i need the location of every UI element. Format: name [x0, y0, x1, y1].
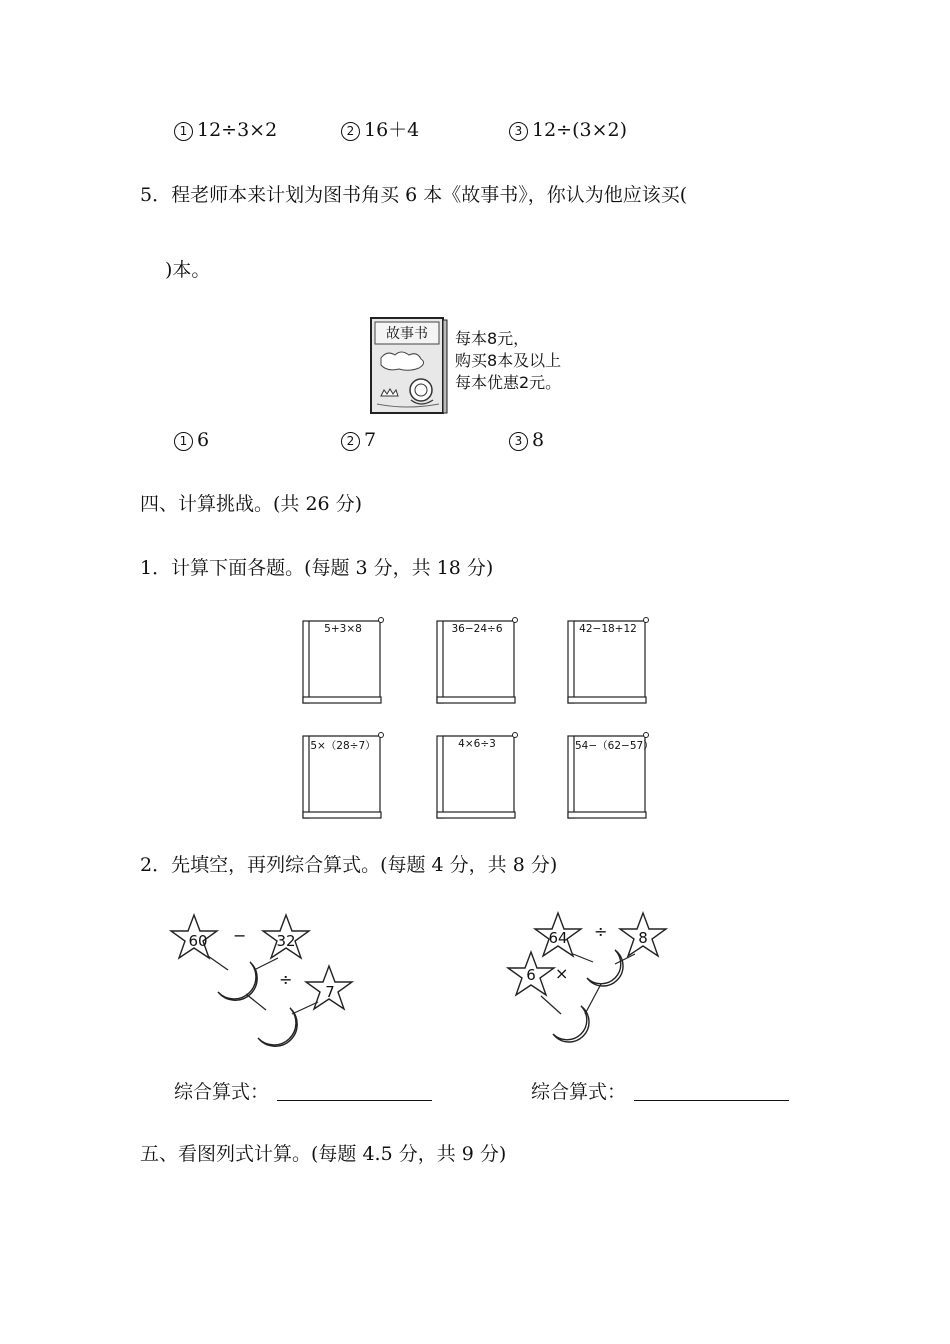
q5-question-line1: 5．程老师本来计划为图书角买 6 本《故事书》，你认为他应该买(: [140, 184, 688, 206]
q4-option-1: [174, 118, 277, 142]
operator-sign: ÷: [594, 922, 608, 941]
option-number: 1: [174, 432, 193, 451]
star-number: 32: [276, 932, 296, 950]
calc-board-3: [567, 617, 645, 703]
moon-icon: [587, 950, 623, 986]
option-number: 3: [509, 122, 528, 141]
operator-sign: ×: [555, 964, 569, 983]
q5-option-3: [509, 428, 544, 452]
answer-blank[interactable]: [634, 1080, 789, 1101]
operator-sign: −: [233, 926, 247, 945]
star-number: 60: [188, 932, 208, 950]
option-number: 3: [509, 432, 528, 451]
formula-answer-right: [531, 1080, 789, 1104]
price-line: 每本8元，: [455, 329, 530, 348]
star-number: 7: [325, 983, 335, 1001]
calc-expression: 36−24÷6: [451, 623, 503, 635]
operator-sign: ÷: [279, 970, 293, 989]
option-text: 8: [532, 429, 545, 451]
star-number: 8: [638, 929, 648, 947]
q4-option-2: [341, 118, 419, 142]
formula-label: 综合算式：: [531, 1081, 627, 1103]
calc-expression: 4×6÷3: [458, 738, 496, 750]
option-number: 2: [341, 432, 360, 451]
option-number: 2: [341, 122, 360, 141]
section5-title: 五、看图列式计算。(每题 4.5 分，共 9 分): [140, 1143, 507, 1165]
calc-board-4: [302, 732, 380, 818]
section4-title: 四、计算挑战。(共 26 分): [140, 493, 363, 515]
calc-board-5: [436, 732, 514, 818]
answer-blank[interactable]: [277, 1080, 432, 1101]
option-text: 16＋4: [364, 119, 420, 141]
calc-board-6: [567, 732, 654, 818]
moon-icon: [258, 1008, 297, 1046]
price-line: 每本优惠2元。: [455, 373, 562, 392]
calc-board-2: [436, 617, 514, 703]
calc-expression: 5×（28÷7）: [310, 740, 376, 752]
q4-option-3: [509, 118, 627, 142]
calc-expression: 5+3×8: [324, 623, 362, 635]
book-title: 故事书: [386, 326, 428, 342]
calc-expression: 54−（62−57）: [575, 740, 654, 752]
q5-option-2: [341, 428, 376, 452]
option-text: 6: [197, 429, 210, 451]
star-number: 64: [548, 929, 568, 947]
star-number: 6: [526, 966, 536, 984]
option-text: 12÷3×2: [197, 119, 278, 141]
q5-option-1: [174, 428, 209, 452]
q5-question-line2: )本。: [165, 259, 211, 281]
formula-label: 综合算式：: [174, 1081, 270, 1103]
option-text: 7: [364, 429, 377, 451]
section4-q1-title: 1．计算下面各题。(每题 3 分，共 18 分): [140, 557, 494, 579]
price-line: 购买8本及以上: [455, 351, 562, 370]
option-number: 1: [174, 122, 193, 141]
calc-board-1: [302, 617, 380, 703]
option-text: 12÷(3×2): [532, 119, 628, 141]
formula-answer-left: [174, 1080, 432, 1104]
section4-q2-title: 2．先填空，再列综合算式。(每题 4 分，共 8 分): [140, 854, 558, 876]
price-note: [455, 328, 561, 394]
calc-expression: 42−18+12: [579, 623, 637, 635]
